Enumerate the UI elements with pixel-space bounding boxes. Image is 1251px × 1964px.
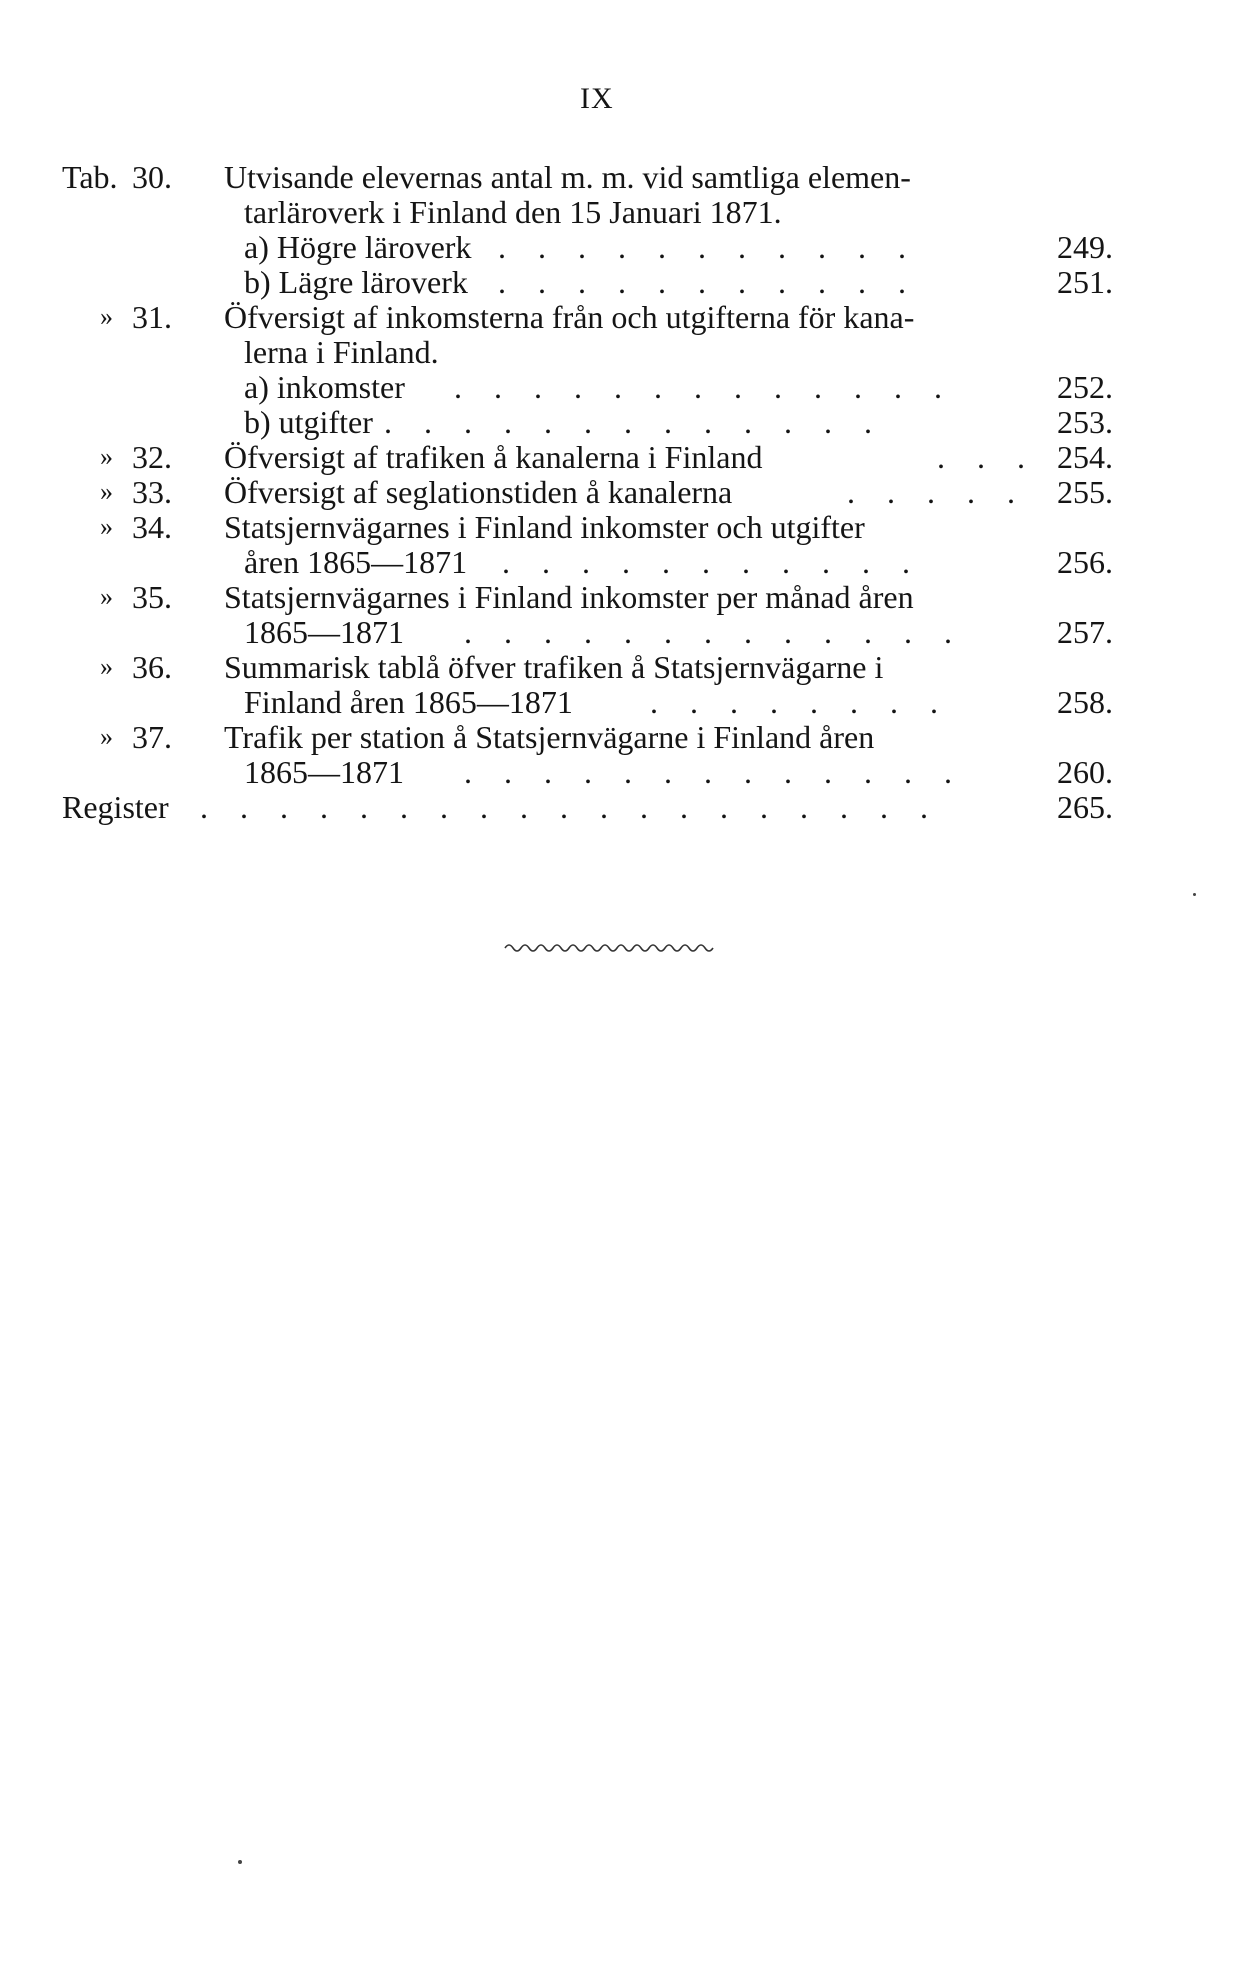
toc-title: Öfversigt af trafiken å kanalerna i Finland [224,439,763,475]
toc-label: » [100,302,113,331]
toc-page-number: 265. [1057,789,1113,825]
toc-label: Tab. [62,159,118,195]
toc-line [62,755,1154,789]
toc-leader: . . . . . . . . . . . . . [384,405,884,439]
toc-leader: . . . . . . . . . . . [502,545,922,579]
toc-page-number: 249. [1057,229,1113,265]
toc-title: b) Lägre läroverk [244,264,468,300]
toc-title: Statsjernvägarnes i Finland inkomster per månad åren [224,579,914,615]
toc-line [62,300,1154,334]
toc-page-number: 257. [1057,614,1113,650]
toc-label: » [100,512,113,541]
toc-label: Register [62,789,169,825]
decorative-rule [503,940,717,954]
toc-leader: . . . . . [847,475,1027,509]
toc-title: Finland åren 1865—1871 [244,684,573,720]
toc-page-number: 256. [1057,544,1113,580]
toc-label: » [100,722,113,751]
toc-page-number: 254. [1057,439,1113,475]
toc-title: 1865—1871 [244,754,404,790]
toc-page-number: 253. [1057,404,1113,440]
toc-title: Öfversigt af seglationstiden å kanalerna [224,474,733,510]
toc-leader: . . . . . . . . . . . . . [454,370,954,404]
toc-leader: . . . . . . . . . . . [498,265,918,299]
toc-number: 33. [132,474,172,510]
toc-line [62,160,1154,194]
toc-number: 35. [132,579,172,615]
toc-title: Statsjernvägarnes i Finland inkomster och utgifter [224,509,865,545]
toc-leader: . . . [937,440,1037,474]
toc-line [62,335,1154,369]
toc-title: 1865—1871 [244,614,404,650]
toc-number: 37. [132,719,172,755]
toc-line [62,405,1154,439]
toc-leader: . . . . . . . . . . . [498,230,918,264]
toc-page-number: 255. [1057,474,1113,510]
toc-page-number: 260. [1057,754,1113,790]
toc-title: Öfversigt af inkomsterna från och utgifterna för kana- [224,299,915,335]
toc-line [62,615,1154,649]
toc-label: » [100,442,113,471]
toc-label: » [100,652,113,681]
toc-line [62,440,1154,474]
paper-speck [238,1860,242,1864]
toc-title: tarläroverk i Finland den 15 Januari 1871. [244,194,782,230]
toc-title: åren 1865—1871 [244,544,468,580]
toc-number: 32. [132,439,172,475]
toc-leader: . . . . . . . . . . . . . [464,755,964,789]
toc-line [62,650,1154,684]
toc-line [62,475,1154,509]
toc-title: b) utgifter [244,404,373,440]
toc-title: Trafik per station å Statsjernvägarne i Finland åren [224,719,875,755]
toc-title: a) inkomster [244,369,405,405]
toc-leader: . . . . . . . . [650,685,950,719]
toc-title: Utvisande elevernas antal m. m. vid samtliga elemen- [224,159,911,195]
toc-line [62,685,1154,719]
toc-number: 34. [132,509,172,545]
toc-number: 31. [132,299,172,335]
toc-line [62,720,1154,754]
toc-number: 30. [132,159,172,195]
toc-label: » [100,477,113,506]
page-number: IX [580,82,614,115]
toc-title: Summarisk tablå öfver trafiken å Statsjernvägarne i [224,649,884,685]
toc-number: 36. [132,649,172,685]
toc-page-number: 251. [1057,264,1113,300]
table-of-contents [62,160,1154,825]
toc-line [62,790,1154,824]
toc-leader: . . . . . . . . . . . . . . . . . . . [200,790,940,824]
toc-line [62,510,1154,544]
toc-line [62,230,1154,264]
toc-line [62,580,1154,614]
toc-line [62,265,1154,299]
toc-line [62,195,1154,229]
toc-page-number: 258. [1057,684,1113,720]
toc-page-number: 252. [1057,369,1113,405]
toc-title: a) Högre läroverk [244,229,472,265]
toc-leader: . . . . . . . . . . . . . [464,615,964,649]
toc-title: lerna i Finland. [244,334,439,370]
paper-speck [1193,893,1196,896]
toc-line [62,370,1154,404]
toc-line [62,545,1154,579]
toc-label: » [100,582,113,611]
